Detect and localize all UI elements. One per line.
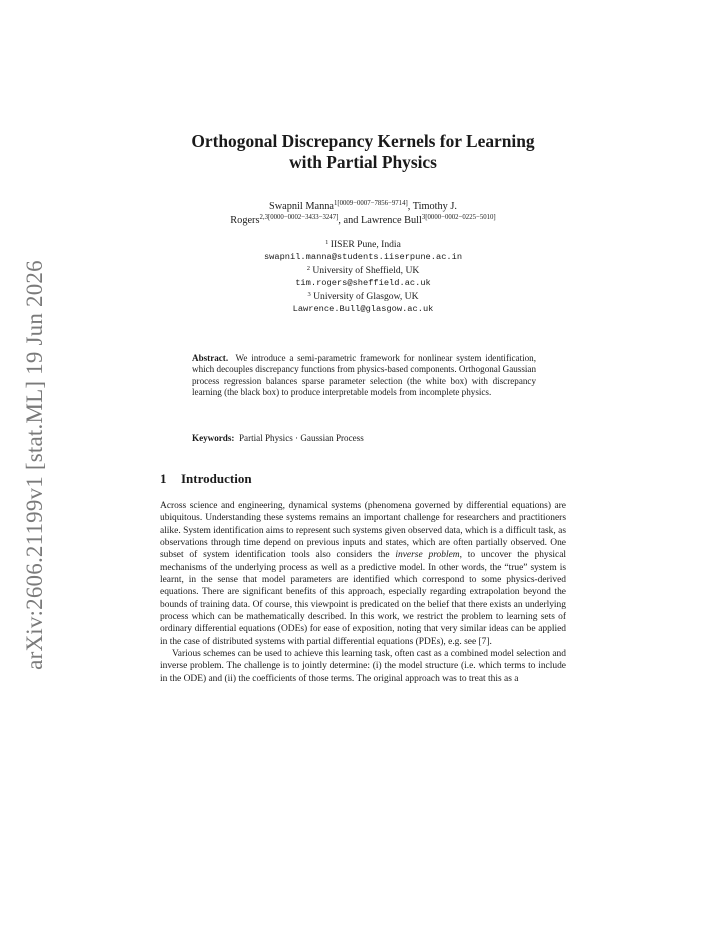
affiliation-3-num: 3: [307, 291, 311, 298]
section-title: Introduction: [181, 471, 252, 486]
affiliation-2-name: University of Sheffield, UK: [312, 265, 420, 276]
abstract: [192, 353, 536, 399]
paragraph-1: [160, 500, 566, 648]
keywords-label: Keywords:: [192, 433, 235, 443]
arxiv-identifier-stamp: [18, 255, 52, 675]
paragraph-1-part-b: , to uncover the physical mechanisms of the underlying process as well as a predictive model. In other words, the “true” system is learnt, in the sense that model parameters are identified which correspond to some physics-derived equations. There are significant benefits of this approach, especially regarding extrapolation beyond the bounds of training data. Of course, this viewpoint is predicated on the belief that there exists an underlying process which can be mathematically described. In this work, we restrict the problem to learning sets of ordinary differential equations (ODEs) for ease of exposition, noting that very similar ideas can be applied in the case of distributed systems with partial differential equations (PDEs), e.g. see [7].: [160, 550, 567, 647]
affiliation-1-email: swapnil.manna@students.iiserpune.ac.in: [263, 252, 463, 262]
author-2-orcid: 2,3[0000−0002−3433−3247]: [259, 213, 339, 221]
title-line-2: with Partial Physics: [289, 152, 437, 172]
paragraph-1-emphasis: inverse problem: [395, 550, 460, 561]
affiliation-2-num: 2: [306, 265, 310, 272]
abstract-text: We introduce a semi-parametric framework for nonlinear system identification, which decouples discrepancy functions from physics-based components. Orthogonal Gaussian process regression balances sparse parameter selection (the white box) with discrepancy learning (the black box) to produce interpretable models from incomplete physics.: [192, 353, 536, 398]
affiliation-3-email: Lawrence.Bull@glasgow.ac.uk: [292, 304, 434, 314]
section-number: 1: [160, 471, 167, 486]
body-text: [160, 500, 566, 685]
section-heading: [160, 471, 252, 487]
paper-title: [160, 131, 566, 173]
affiliation-3-name: University of Glasgow, UK: [313, 291, 419, 302]
author-1-name: Swapnil Manna: [269, 201, 334, 212]
keywords-text: Partial Physics · Gaussian Process: [238, 433, 364, 443]
author-separator-1: , Timothy J.: [407, 201, 457, 212]
author-1-orcid: 1[0009−0007−7856−9714]: [333, 200, 408, 207]
affiliation-3: [160, 290, 566, 303]
title-line-1: Orthogonal Discrepancy Kernels for Learning: [191, 131, 535, 151]
affiliation-2: [160, 264, 566, 277]
author-list: [160, 200, 566, 227]
abstract-label: Abstract.: [192, 353, 229, 363]
author-3-orcid: 3[0000−0002−0225−5010]: [421, 213, 496, 221]
affiliation-1: [160, 238, 566, 251]
affiliation-2-email: tim.rogers@sheffield.ac.uk: [295, 278, 431, 288]
arxiv-identifier: arXiv:2606.21199v1 [stat.ML] 19 Jun 2026: [22, 260, 47, 670]
affiliation-1-name: IISER Pune, India: [330, 239, 401, 250]
affiliation-list: [160, 238, 566, 316]
author-2-name: Rogers: [230, 214, 260, 226]
affiliation-1-num: 1: [325, 239, 329, 246]
paragraph-2: Various schemes can be used to achieve this learning task, often cast as a combined model selection and inverse problem. The challenge is to jointly determine: (i) the model structure (i.e. which terms to include in the ODE) and (ii) the coefficients of those terms. The original approach was to treat this as a: [160, 649, 566, 684]
author-separator-2: , and Lawrence Bull: [338, 214, 422, 226]
keywords: [192, 433, 536, 444]
paragraph-1-part-a: Across science and engineering, dynamical systems (phenomena governed by differential equations) are ubiquitous. Understanding these systems remains an important challenge for researchers and practitioners alike. System identification aims to represent such systems given observed data, which is a difficult task, as observations through time depend on previous inputs and states, which are often partially observed. One subset of system identification tools also considers the: [160, 501, 566, 561]
